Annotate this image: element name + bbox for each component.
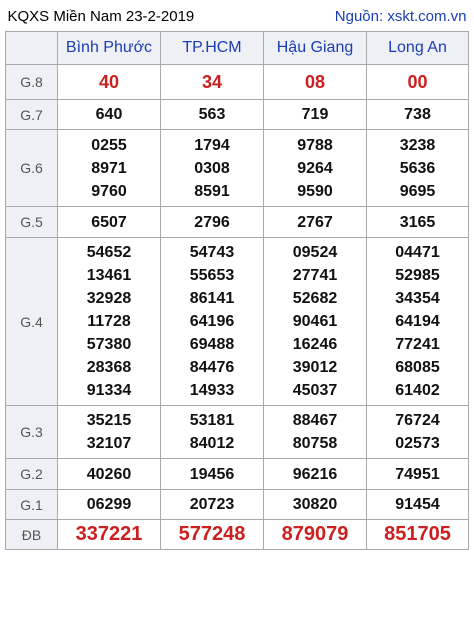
special-prize-value: 337221 — [58, 520, 161, 550]
prize-value: 8591 — [194, 182, 230, 200]
prize-value: 54652 — [86, 244, 132, 261]
prize-value: 96216 — [264, 459, 367, 490]
prize-value: 9590 — [297, 182, 333, 200]
prize-value: 738 — [367, 100, 469, 130]
page-title: KQXS Miền Nam 23-2-2019 — [6, 1, 264, 32]
prize-cell — [161, 238, 264, 406]
prize-cell — [367, 406, 469, 459]
prize-value: 14933 — [189, 382, 235, 399]
prize-value: 35215 — [86, 412, 132, 429]
prize-value: 1794 — [194, 136, 230, 154]
prize-value: 719 — [264, 100, 367, 130]
prize-value: 6507 — [58, 207, 161, 238]
prize-value: 40260 — [58, 459, 161, 490]
title-row — [6, 1, 469, 32]
prize-cell — [367, 238, 469, 406]
prize-value: 74951 — [367, 459, 469, 490]
prize-value: 02573 — [395, 435, 440, 452]
prize-label: G.6 — [6, 130, 58, 207]
prize-value: 53181 — [189, 412, 235, 429]
prize-cell — [161, 130, 264, 207]
prize-cell — [367, 130, 469, 207]
prize-label: G.4 — [6, 238, 58, 406]
prize-value: 30820 — [264, 490, 367, 520]
prize-value: 69488 — [189, 336, 235, 353]
prize-value: 11728 — [87, 313, 131, 330]
lottery-results-table — [5, 1, 469, 550]
prize-value: 20723 — [161, 490, 264, 520]
special-prize-value: 851705 — [367, 520, 469, 550]
prize-value: 91454 — [367, 490, 469, 520]
row-g8 — [6, 65, 469, 100]
prize-value: 52682 — [292, 290, 338, 307]
prize-value: 9264 — [297, 159, 333, 177]
prize-value: 16246 — [292, 336, 338, 353]
prize-label: G.3 — [6, 406, 58, 459]
prize-label: G.2 — [6, 459, 58, 490]
province-header[interactable]: Bình Phước — [58, 32, 161, 65]
prize-value: 00 — [367, 65, 469, 100]
prize-label: G.5 — [6, 207, 58, 238]
prize-cell — [264, 406, 367, 459]
special-prize-value: 577248 — [161, 520, 264, 550]
prize-value: 3238 — [399, 136, 436, 154]
row-g3 — [6, 406, 469, 459]
prize-value: 90461 — [292, 313, 338, 330]
prize-cell — [58, 406, 161, 459]
prize-value: 5636 — [399, 159, 436, 177]
prize-value: 27741 — [292, 267, 338, 284]
prize-cell — [161, 406, 264, 459]
row-g2 — [6, 459, 469, 490]
prize-value: 0255 — [91, 136, 127, 154]
row-g5 — [6, 207, 469, 238]
prize-value: 0308 — [194, 159, 230, 177]
prize-value: 9760 — [91, 182, 127, 200]
special-prize-value: 879079 — [264, 520, 367, 550]
prize-value: 2796 — [161, 207, 264, 238]
prize-value: 64194 — [395, 313, 440, 330]
source-link[interactable]: Nguồn: xskt.com.vn — [264, 1, 469, 32]
prize-value: 45037 — [292, 382, 338, 399]
row-g6 — [6, 130, 469, 207]
prize-value: 61402 — [395, 382, 440, 399]
prize-value: 08 — [264, 65, 367, 100]
prize-value: 52985 — [395, 267, 440, 284]
prize-value: 9695 — [399, 182, 436, 200]
prize-label: G.7 — [6, 100, 58, 130]
prize-value: 55653 — [189, 267, 235, 284]
prize-value: 84012 — [189, 435, 235, 452]
province-header[interactable]: TP.HCM — [161, 32, 264, 65]
prize-value: 32928 — [86, 290, 132, 307]
prize-label: G.1 — [6, 490, 58, 520]
row-g1 — [6, 490, 469, 520]
prize-value: 04471 — [395, 244, 440, 261]
prize-value: 54743 — [189, 244, 235, 261]
row-db — [6, 520, 469, 550]
prize-value: 19456 — [161, 459, 264, 490]
prize-value: 88467 — [292, 412, 338, 429]
province-header[interactable]: Hậu Giang — [264, 32, 367, 65]
prize-cell — [58, 130, 161, 207]
prize-value: 84476 — [189, 359, 235, 376]
prize-value: 640 — [58, 100, 161, 130]
prize-value: 32107 — [86, 435, 132, 452]
prize-value: 9788 — [297, 136, 333, 154]
corner-cell — [6, 32, 58, 65]
prize-value: 13461 — [86, 267, 132, 284]
prize-value: 34354 — [395, 290, 440, 307]
prize-value: 28368 — [86, 359, 132, 376]
prize-value: 57380 — [86, 336, 132, 353]
prize-value: 80758 — [292, 435, 338, 452]
prize-value: 86141 — [189, 290, 235, 307]
prize-value: 3165 — [367, 207, 469, 238]
row-g4 — [6, 238, 469, 406]
prize-value: 76724 — [395, 412, 440, 429]
prize-value: 09524 — [292, 244, 338, 261]
prize-value: 91334 — [86, 382, 132, 399]
row-g7 — [6, 100, 469, 130]
prize-value: 39012 — [292, 359, 338, 376]
prize-label: ĐB — [6, 520, 58, 550]
prize-label: G.8 — [6, 65, 58, 100]
prize-value: 34 — [161, 65, 264, 100]
prize-value: 06299 — [58, 490, 161, 520]
prize-cell — [58, 238, 161, 406]
prize-value: 563 — [161, 100, 264, 130]
prize-value: 68085 — [395, 359, 440, 376]
prize-value: 8971 — [91, 159, 127, 177]
prize-value: 77241 — [395, 336, 440, 353]
prize-cell — [264, 130, 367, 207]
prize-cell — [264, 238, 367, 406]
prize-value: 2767 — [264, 207, 367, 238]
prize-value: 64196 — [189, 313, 235, 330]
prize-value: 40 — [58, 65, 161, 100]
header-row — [6, 32, 469, 65]
province-header[interactable]: Long An — [367, 32, 469, 65]
